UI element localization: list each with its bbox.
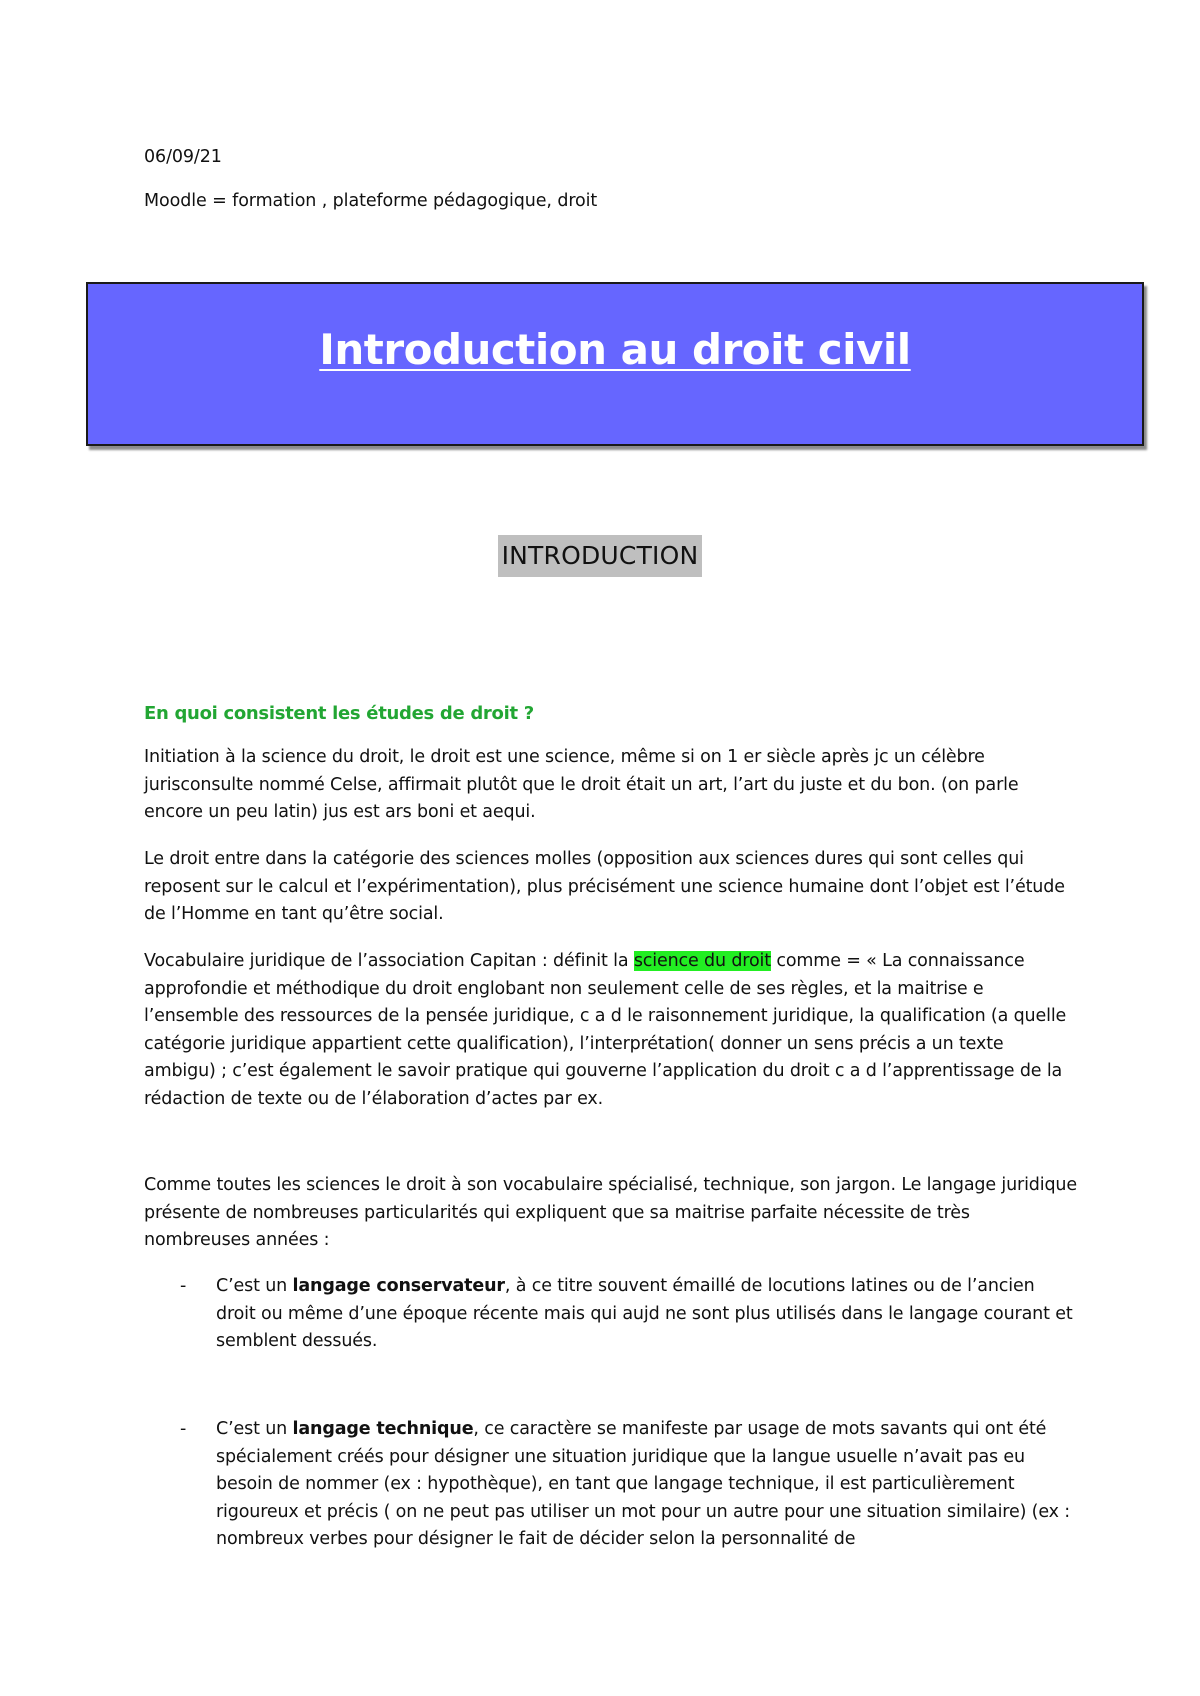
paragraph-3-end: comme = « La connaissance approfondie et méthodique du droit englobant non seulement celle de ses règles, et la maitrise e l’ensemble des ressources de la pensée juridique, c a d le raisonnement juridique, la qualification (a quelle catégorie juridique appartient cette qualification), l’interprétation( donner un sens précis a un texte ambigu) ; c’est également le savoir pratique qui gouverne l’application du droit c a d l’apprentissage de la rédaction de texte ou de l’élaboration d’actes par ex. <box>144 951 1067 1109</box>
bullet-prefix: C’est un <box>216 1419 293 1439</box>
bullet-item <box>216 1273 1078 1356</box>
bullet-item <box>216 1416 1078 1554</box>
bullet-text: , à ce titre souvent émaillé de locutions latines ou de l’ancien droit ou même d’une époque récente mais qui aujd ne sont plus utilisés dans le langage courant et semblent dessués. <box>216 1276 1073 1352</box>
bullet-marker: - <box>180 1419 187 1439</box>
bullet-marker: - <box>180 1276 187 1296</box>
bullet-prefix: C’est un <box>216 1276 293 1296</box>
section-heading: INTRODUCTION <box>498 535 703 577</box>
paragraph-3-start: Vocabulaire juridique de l’association Capitan : définit la <box>144 951 634 971</box>
paragraph-1: Initiation à la science du droit, le droit est une science, même si on 1 er siècle après jc un célèbre jurisconsulte nommé Celse, affirmait plutôt que le droit était un art, l’art du juste et du bon. (on parle encore un peu latin) jus est ars boni et aequi. <box>144 747 1019 823</box>
paragraph-4: Comme toutes les sciences le droit à son vocabulaire spécialisé, technique, son jargon. Le langage juridique présente de nombreuses particularités qui expliquent que sa maitrise parfaite nécessite de très nombreuses années : <box>144 1175 1077 1251</box>
date-line: 06/09/21 <box>144 147 222 167</box>
highlighted-term: science du droit <box>633 951 771 971</box>
bullet-text: , ce caractère se manifeste par usage de mots savants qui ont été spécialement créés pour désigner une situation juridique que la langue usuelle n’avait pas eu besoin de nommer (ex : hypothèque), en tant que langage technique, il est particulièrement rigoureux et précis ( on ne peut pas utiliser un mot pour un autre pour une situation similaire) (ex : nombreux verbes pour désigner le fait de décider selon la personnalité de <box>216 1419 1071 1550</box>
bullet-bold-term: langage conservateur <box>292 1276 505 1296</box>
paragraph-3 <box>144 948 1079 1114</box>
document-title: Introduction au droit civil <box>319 325 911 374</box>
section-heading-wrapper <box>0 535 1200 577</box>
subheading: En quoi consistent les études de droit ? <box>144 703 534 724</box>
bullet-bold-term: langage technique <box>292 1419 474 1439</box>
paragraph-2: Le droit entre dans la catégorie des sciences molles (opposition aux sciences dures qui sont celles qui reposent sur le calcul et l’expérimentation), plus précisément une science humaine dont l’objet est l’étude de l’Homme en tant qu’être social. <box>144 849 1065 925</box>
title-banner <box>86 282 1144 446</box>
moodle-line: Moodle = formation , plateforme pédagogique, droit <box>144 191 598 211</box>
